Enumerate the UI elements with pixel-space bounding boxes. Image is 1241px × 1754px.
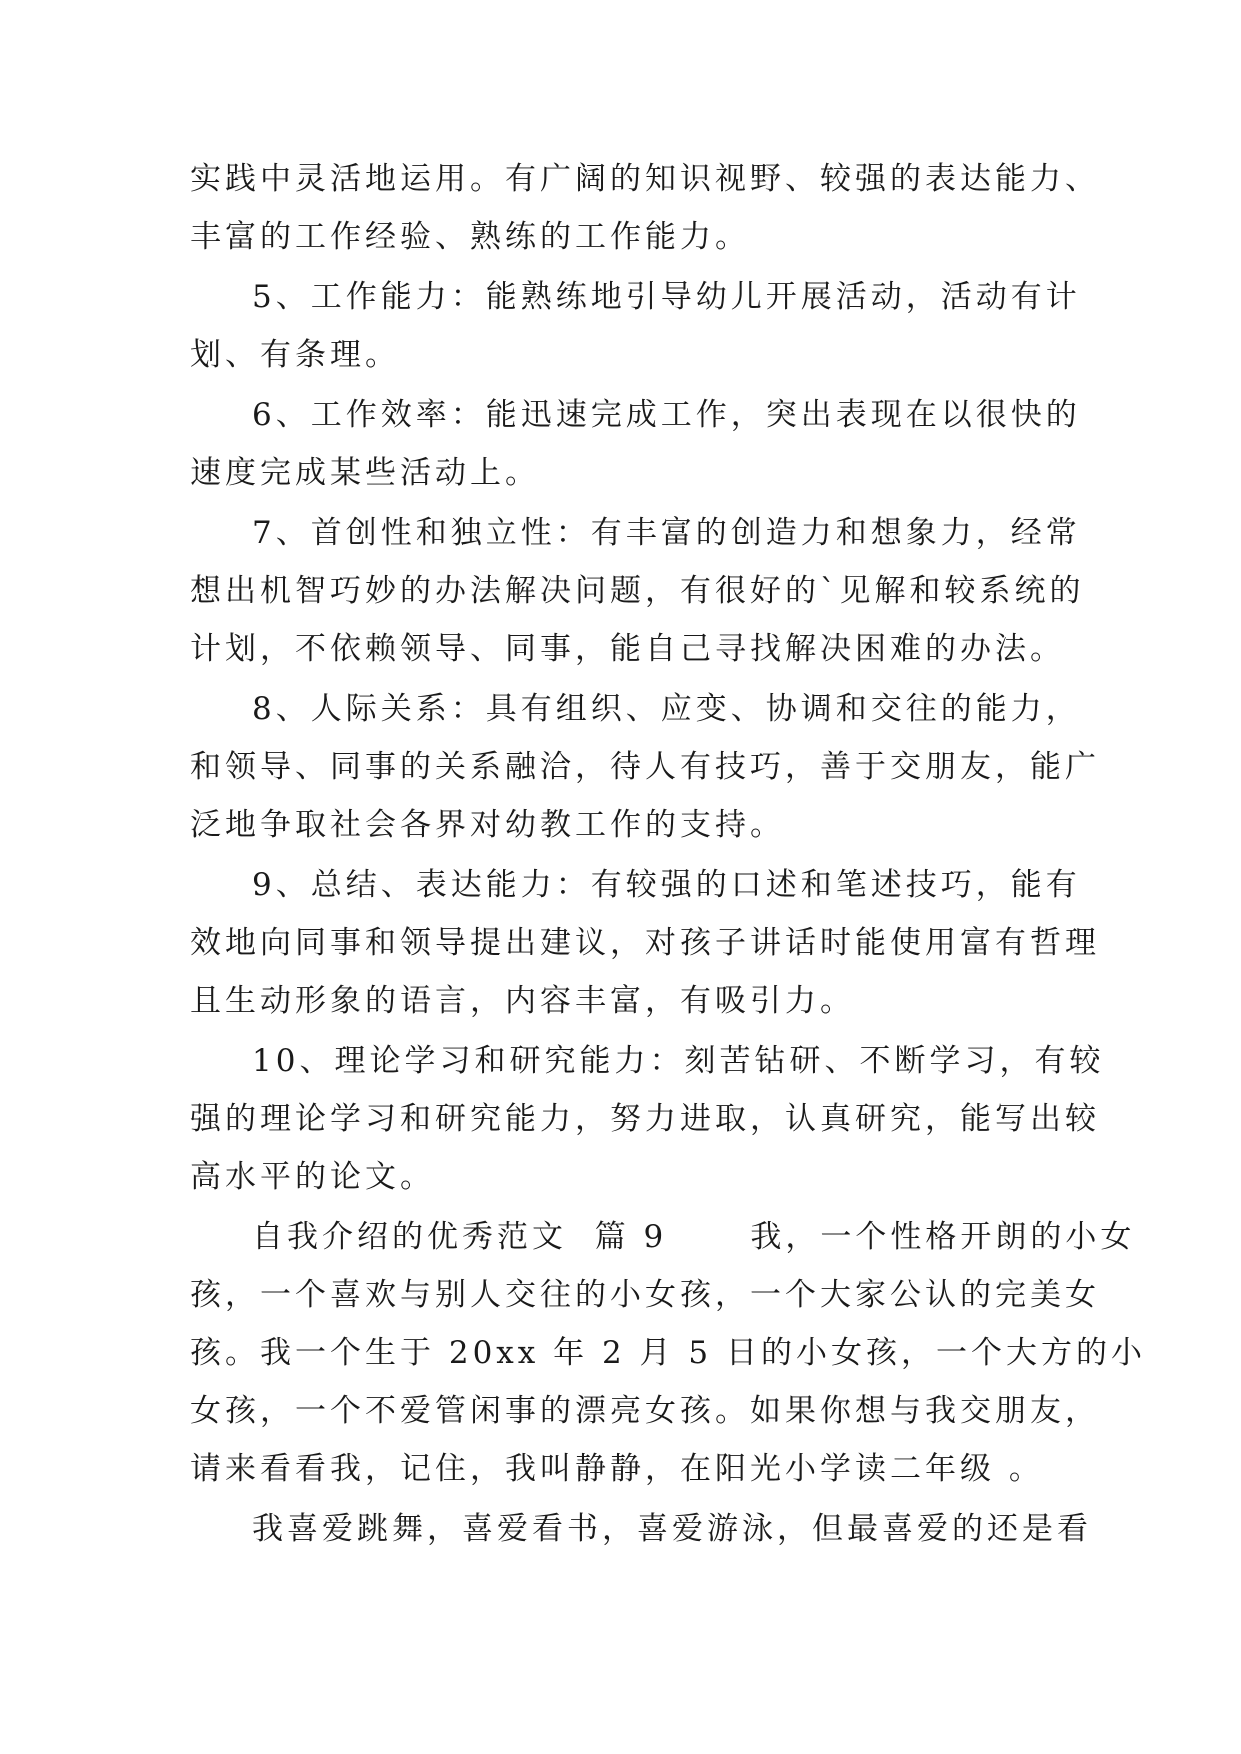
text-line: 8、人际关系：具有组织、应变、协调和交往的能力， [252,691,1081,727]
text-line: 6、工作效率：能迅速完成工作，突出表现在以很快的 [252,397,1081,433]
text-line: 且生动形象的语言，内容丰富，有吸引力。 [190,983,855,1019]
text-line: 实践中灵活地运用。有广阔的知识视野、较强的表达能力、 [190,161,1100,197]
section-heading-line: 自我介绍的优秀范文 篇 9 我，一个性格开朗的小女 [252,1219,1136,1255]
text-line: 计划，不依赖领导、同事，能自己寻找解决困难的办法。 [190,631,1065,667]
text-line: 丰富的工作经验、熟练的工作能力。 [190,219,750,255]
text-line: 我喜爱跳舞，喜爱看书，喜爱游泳，但最喜爱的还是看 [252,1511,1092,1547]
text-line: 强的理论学习和研究能力，努力进取，认真研究，能写出较 [190,1101,1100,1137]
text-line: 请来看看我，记住，我叫静静，在阳光小学读二年级 。 [190,1451,1044,1487]
text-line: 10、理论学习和研究能力：刻苦钻研、不断学习，有较 [252,1043,1105,1079]
text-line: 想出机智巧妙的办法解决问题，有很好的`见解和较系统的 [190,573,1085,609]
text-line: 高水平的论文。 [190,1159,435,1195]
text-line: 孩。我一个生于 20xx 年 2 月 5 日的小女孩，一个大方的小 [190,1335,1146,1371]
text-line: 泛地争取社会各界对幼教工作的支持。 [190,807,785,843]
text-line: 效地向同事和领导提出建议，对孩子讲话时能使用富有哲理 [190,925,1100,961]
text-line: 女孩，一个不爱管闲事的漂亮女孩。如果你想与我交朋友， [190,1393,1100,1429]
text-line: 速度完成某些活动上。 [190,455,540,491]
text-line: 9、总结、表达能力：有较强的口述和笔述技巧，能有 [252,867,1081,903]
text-line: 划、有条理。 [190,337,400,373]
text-line: 和领导、同事的关系融洽，待人有技巧，善于交朋友，能广 [190,749,1100,785]
text-line: 5、工作能力：能熟练地引导幼儿开展活动，活动有计 [252,279,1081,315]
text-line: 孩，一个喜欢与别人交往的小女孩，一个大家公认的完美女 [190,1277,1100,1313]
text-line: 7、首创性和独立性：有丰富的创造力和想象力，经常 [252,515,1081,551]
